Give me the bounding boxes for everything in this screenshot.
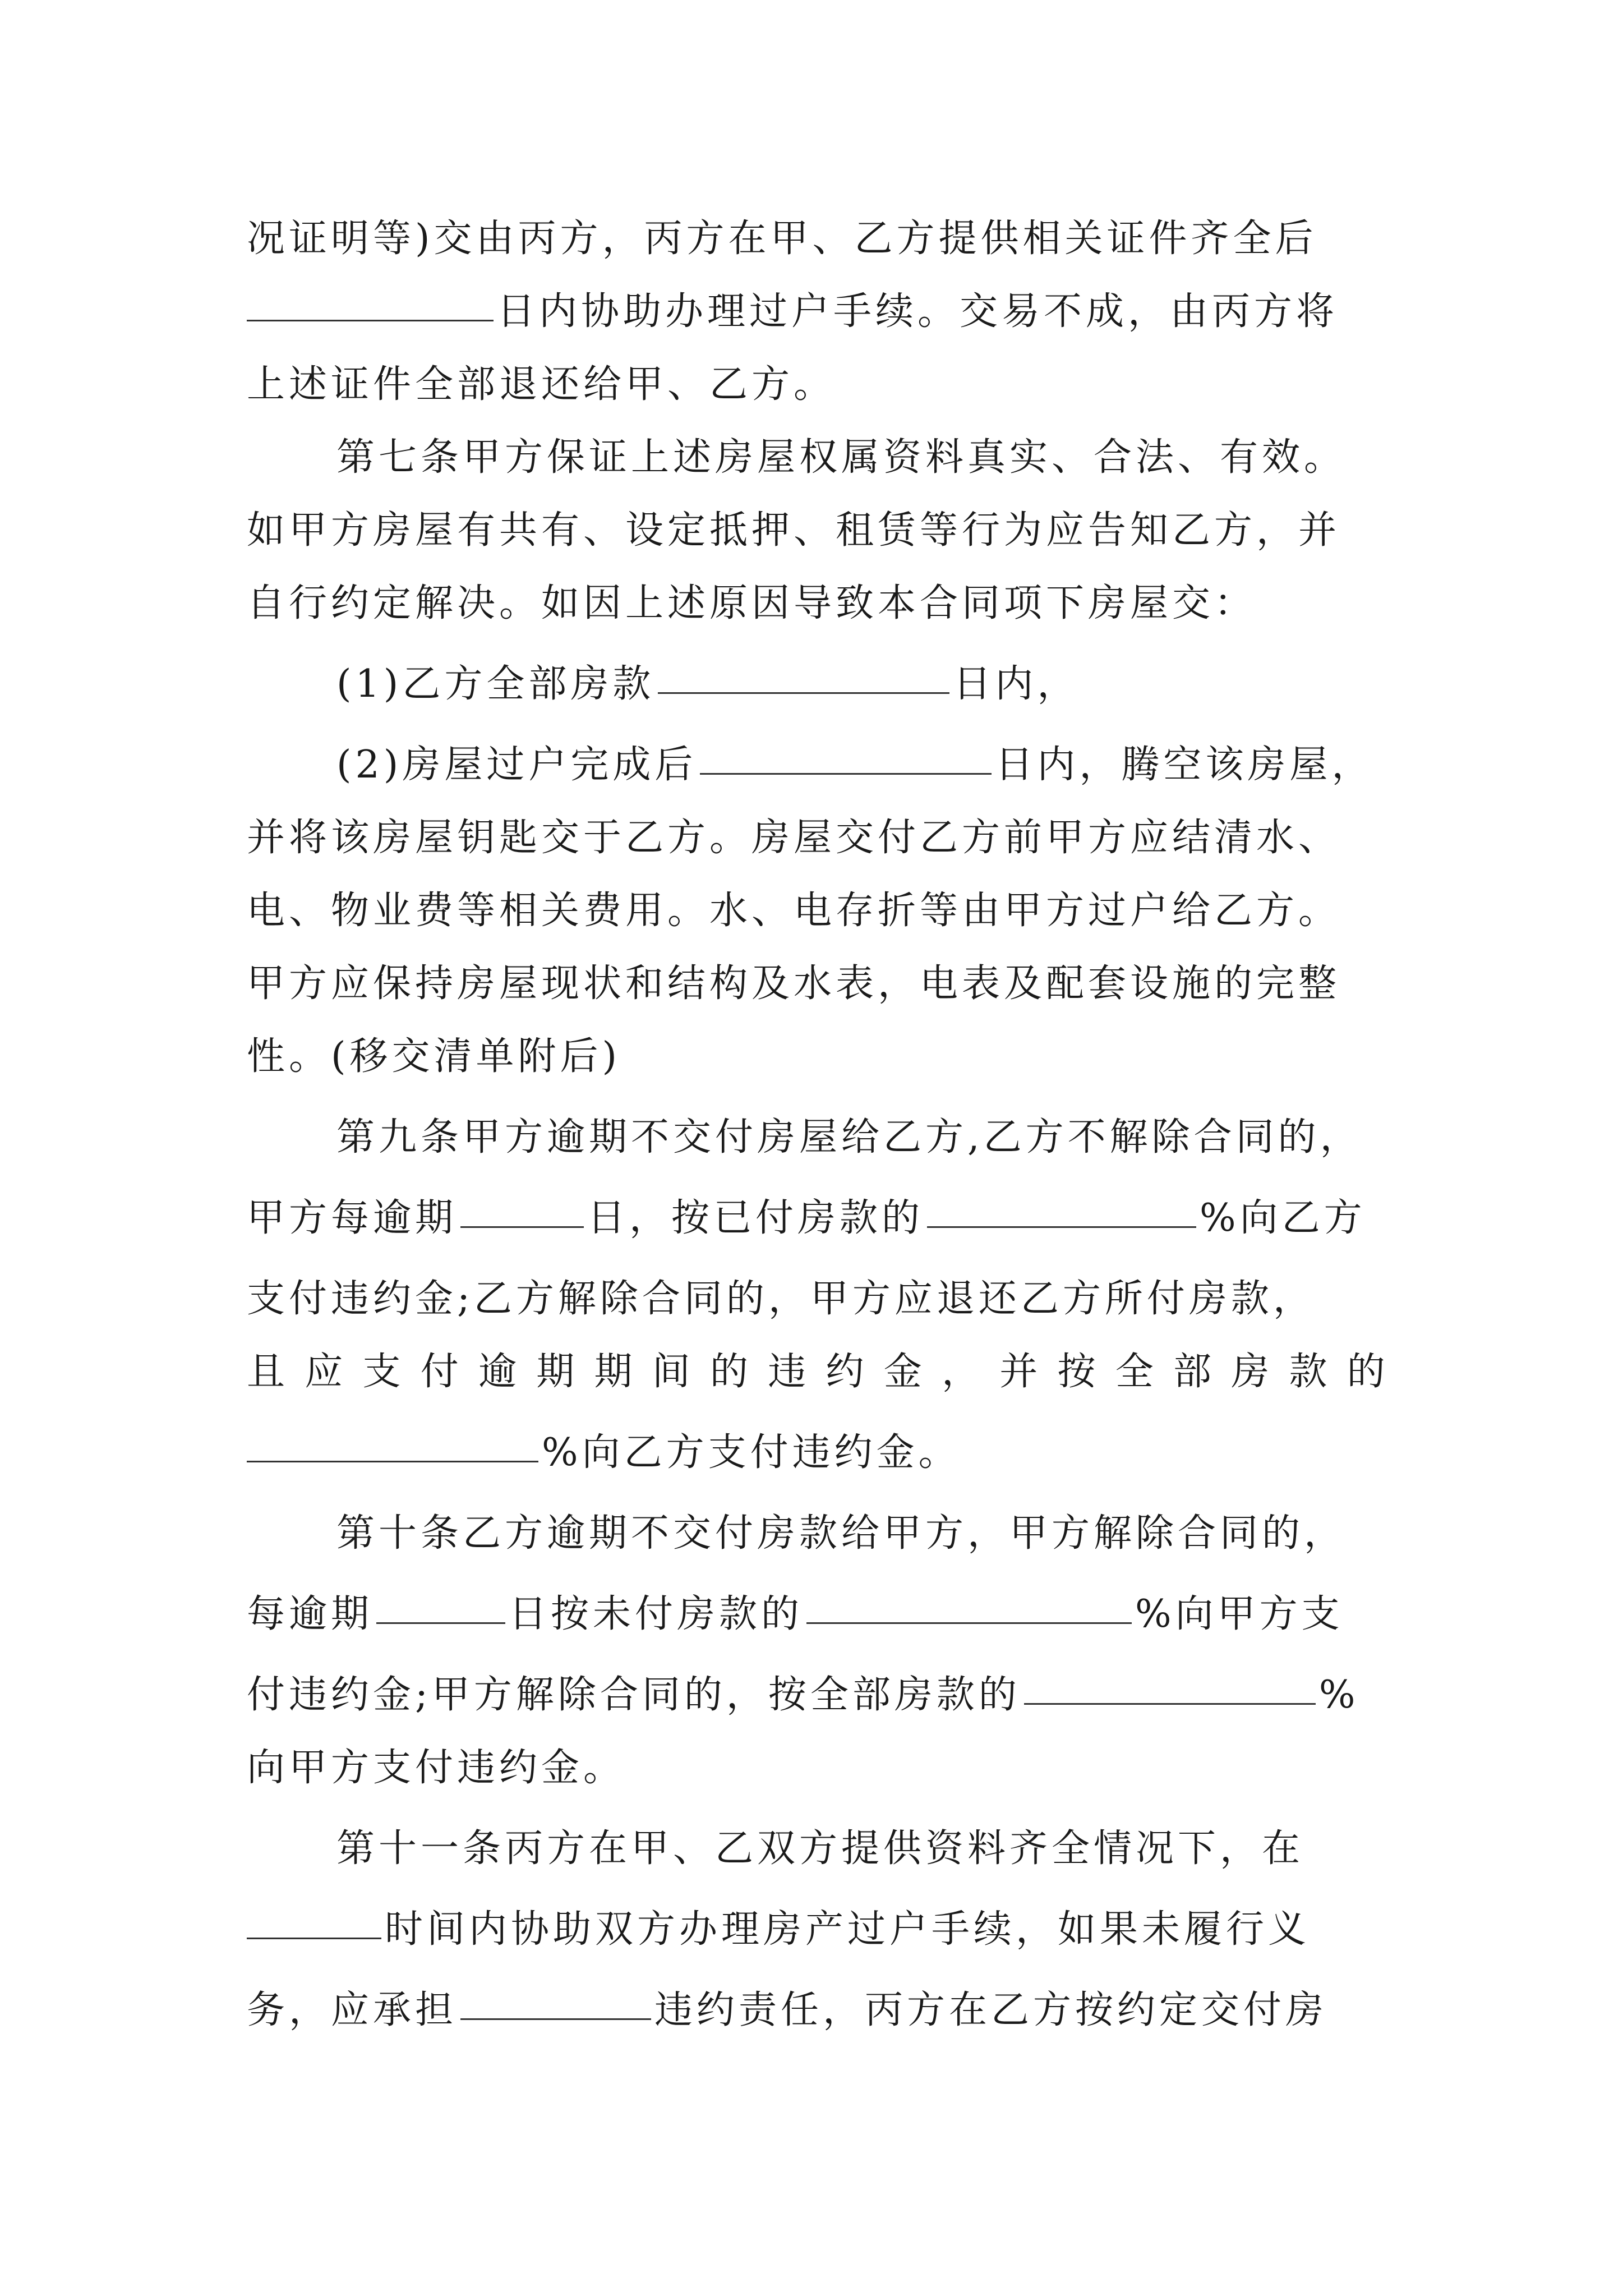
article-11-heading-line: 第十一条丙方在甲、乙双方提供资料齐全情况下，在 [336, 1826, 1304, 1871]
text-line-1: 况证明等)交由丙方，丙方在甲、乙方提供相关证件齐全后 [247, 217, 1317, 261]
text-line-12: 性。(移交清单附后) [247, 1034, 621, 1079]
text-line-3: 上述证件全部退还给甲、乙方。 [247, 362, 836, 407]
text-line-24: 务，应承担 违约责任，丙方在乙方按约定交付房 [247, 1977, 1385, 2044]
text-line-23: 时间内协助双方办理房产过户手续，如果未履行义 [247, 1896, 1385, 1963]
blank-field-percent [1024, 1662, 1316, 1705]
text-line-5: 如甲方房屋有共有、设定抵押、租赁等行为应告知乙方，并 [247, 508, 1341, 553]
article-7-heading-line: 第七条甲方保证上述房屋权属资料真实、合法、有效。 [336, 435, 1347, 480]
text-line-10: 电、物业费等相关费用。水、电存折等由甲方过户给乙方。 [247, 889, 1341, 933]
blank-field-days [658, 651, 949, 694]
text-line-15: 支付违约金;乙方解除合同的，甲方应退还乙方所付房款， [247, 1277, 1315, 1321]
blank-field-percent [806, 1581, 1132, 1624]
item-2-line: (2)房屋过户完成后 日内，腾空该房屋， [336, 731, 1385, 799]
article-9-heading-line: 第九条甲方逾期不交付房屋给乙方,乙方不解除合同的， [336, 1115, 1362, 1159]
text-line-6: 自行约定解决。如因上述原因导致本合同项下房屋交： [247, 581, 1257, 625]
blank-field-percent [247, 1419, 538, 1462]
text-line-19: 每逾期 日按未付房款的 %向甲方支 [247, 1581, 1385, 1648]
text-line-16: 且 应 支 付 逾 期 期 间 的 违 约 金 ， 并 按 全 部 房 款 的 [247, 1350, 1385, 1394]
blank-field-liability [460, 1977, 651, 2020]
text-line-9: 并将该房屋钥匙交于乙方。房屋交付乙方前甲方应结清水、 [247, 816, 1341, 860]
text-line-17: %向乙方支付违约金。 [247, 1419, 1385, 1487]
text-line-21: 向甲方支付违约金。 [247, 1746, 626, 1790]
blank-field-percent [927, 1185, 1196, 1228]
blank-field-days [247, 278, 494, 321]
item-1-line: (1)乙方全部房款 日内， [336, 651, 1385, 718]
article-10-heading-line: 第十条乙方逾期不交付房款给甲方，甲方解除合同的， [336, 1511, 1347, 1556]
text-line-2: 日内协助办理过户手续。交易不成，由丙方将 [247, 278, 1385, 346]
blank-field-days [700, 731, 992, 775]
text-line-11: 甲方应保持房屋现状和结构及水表，电表及配套设施的完整 [247, 961, 1341, 1006]
blank-field-time [247, 1896, 381, 1939]
blank-field-days [376, 1581, 505, 1624]
text-line-14: 甲方每逾期 日，按已付房款的 %向乙方 [247, 1185, 1385, 1252]
blank-field-days [460, 1185, 584, 1228]
text-line-20: 付违约金;甲方解除合同的，按全部房款的 % [247, 1662, 1385, 1729]
